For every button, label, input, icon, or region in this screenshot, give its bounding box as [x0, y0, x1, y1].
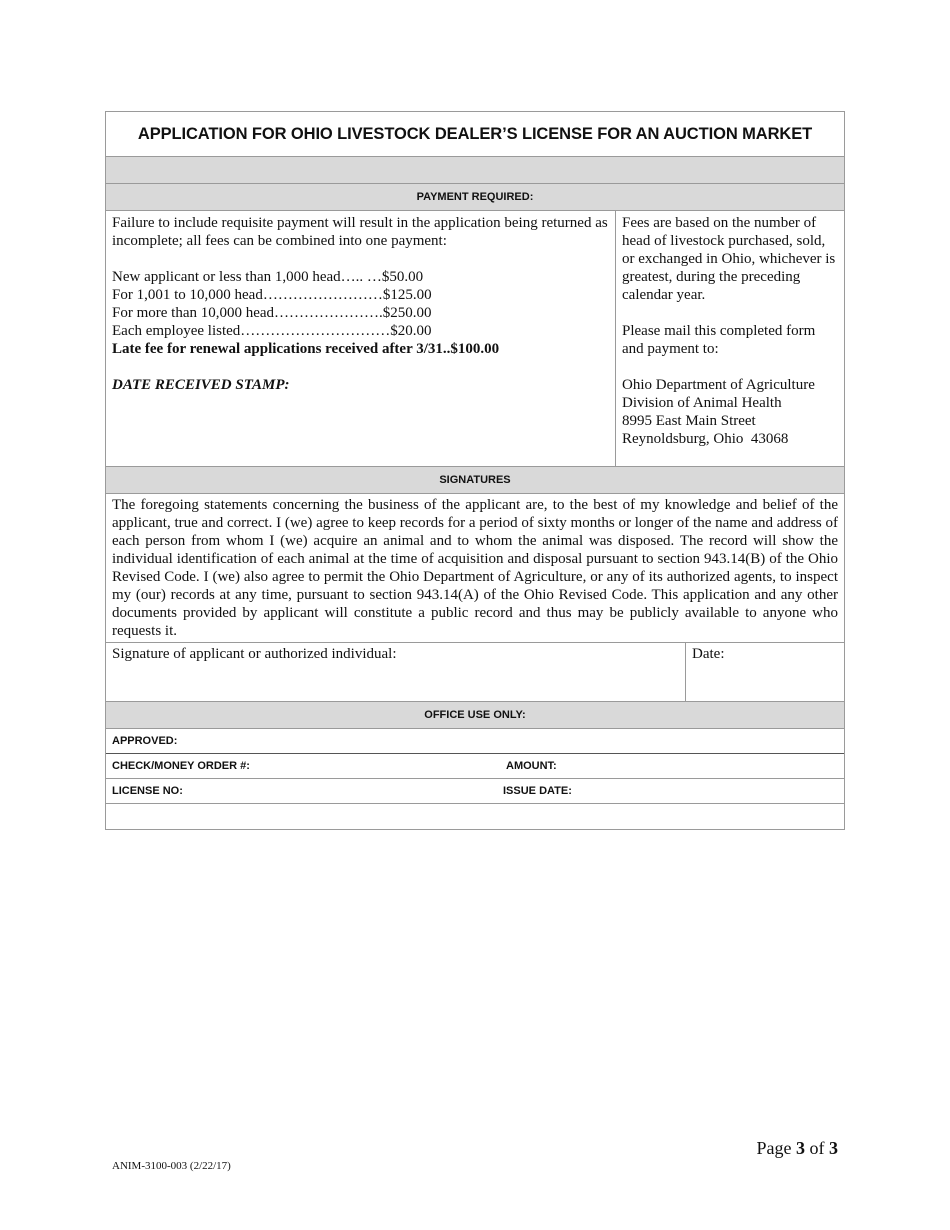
application-form	[105, 111, 845, 830]
approved-field[interactable]	[106, 729, 844, 754]
blank-shaded-row	[106, 157, 844, 184]
signature-field[interactable]	[106, 643, 686, 701]
fee-employee: Each employee listed…………………………$20.00	[112, 323, 432, 339]
blank-office-row[interactable]	[106, 804, 844, 829]
payment-section	[106, 211, 844, 467]
payment-details	[106, 211, 616, 466]
date-field[interactable]	[686, 643, 844, 701]
late-fee: Late fee for renewal applications received after 3/31..$100.00	[112, 341, 500, 357]
signatures-heading: SIGNATURES	[106, 467, 844, 494]
license-issue-row[interactable]	[106, 779, 844, 804]
fee-basis-text: Fees are based on the number of head of livestock purchased, sold, or exchanged in Ohio, whichever is greatest, during the preceding calendar year.	[622, 215, 836, 303]
form-code: ANIM-3100-003 (2/22/17)	[112, 1160, 231, 1172]
date-label: Date:	[692, 646, 725, 662]
fee-over-10000: For more than 10,000 head………………….$250.00	[112, 305, 432, 321]
fee-new-applicant: New applicant or less than 1,000 head….. …$50.00	[112, 269, 424, 285]
license-no-label: LICENSE NO:	[112, 785, 183, 797]
form-title: APPLICATION FOR OHIO LIVESTOCK DEALER’S LICENSE FOR AN AUCTION MARKET	[106, 112, 844, 157]
payment-heading: PAYMENT REQUIRED:	[106, 184, 844, 211]
address-line: Division of Animal Health	[622, 395, 782, 411]
payment-intro: Failure to include requisite payment will result in the application being returned as incomplete; all fees can be combined into one payment:	[112, 215, 608, 249]
declaration-text: The foregoing statements concerning the business of the applicant are, to the best of my knowledge and belief of the applicant, true and correct. I (we) agree to keep records for a period of sixty months or longer of the name and address of each person from whom I (we) acquire an animal and to whom the animal was disposed. The record will show the individual identification of each animal at the time of acquisition and disposal pursuant to section 943.14(B) of the Ohio Revised Code. I (we) also agree to permit the Ohio Department of Agriculture, or any of its authorized agents, to inspect my (our) records at any time, pursuant to section 943.14(A) of the Ohio Revised Code. This application and any other documents provided by applicant will constitute a public record and thus may be publicly available to anyone who requests it.	[106, 494, 844, 643]
fee-1001-10000: For 1,001 to 10,000 head……………………$125.00	[112, 287, 432, 303]
page-number: Page 3 of 3	[756, 1138, 838, 1158]
amount-label: AMOUNT:	[506, 760, 557, 772]
signature-label: Signature of applicant or authorized individual:	[112, 646, 397, 662]
address-line: 8995 East Main Street	[622, 413, 756, 429]
address-line: Reynoldsburg, Ohio 43068	[622, 431, 789, 447]
payment-mailing-info	[616, 211, 844, 466]
mail-instruction: Please mail this completed form and payment to:	[622, 323, 816, 357]
check-money-order-label: CHECK/MONEY ORDER #:	[112, 760, 250, 772]
signature-row	[106, 643, 844, 702]
office-use-heading: OFFICE USE ONLY:	[106, 702, 844, 729]
check-amount-row[interactable]	[106, 754, 844, 779]
date-received-stamp-label: DATE RECEIVED STAMP:	[112, 377, 290, 393]
approved-label: APPROVED:	[112, 735, 178, 747]
issue-date-label: ISSUE DATE:	[503, 785, 572, 797]
address-line: Ohio Department of Agriculture	[622, 377, 815, 393]
